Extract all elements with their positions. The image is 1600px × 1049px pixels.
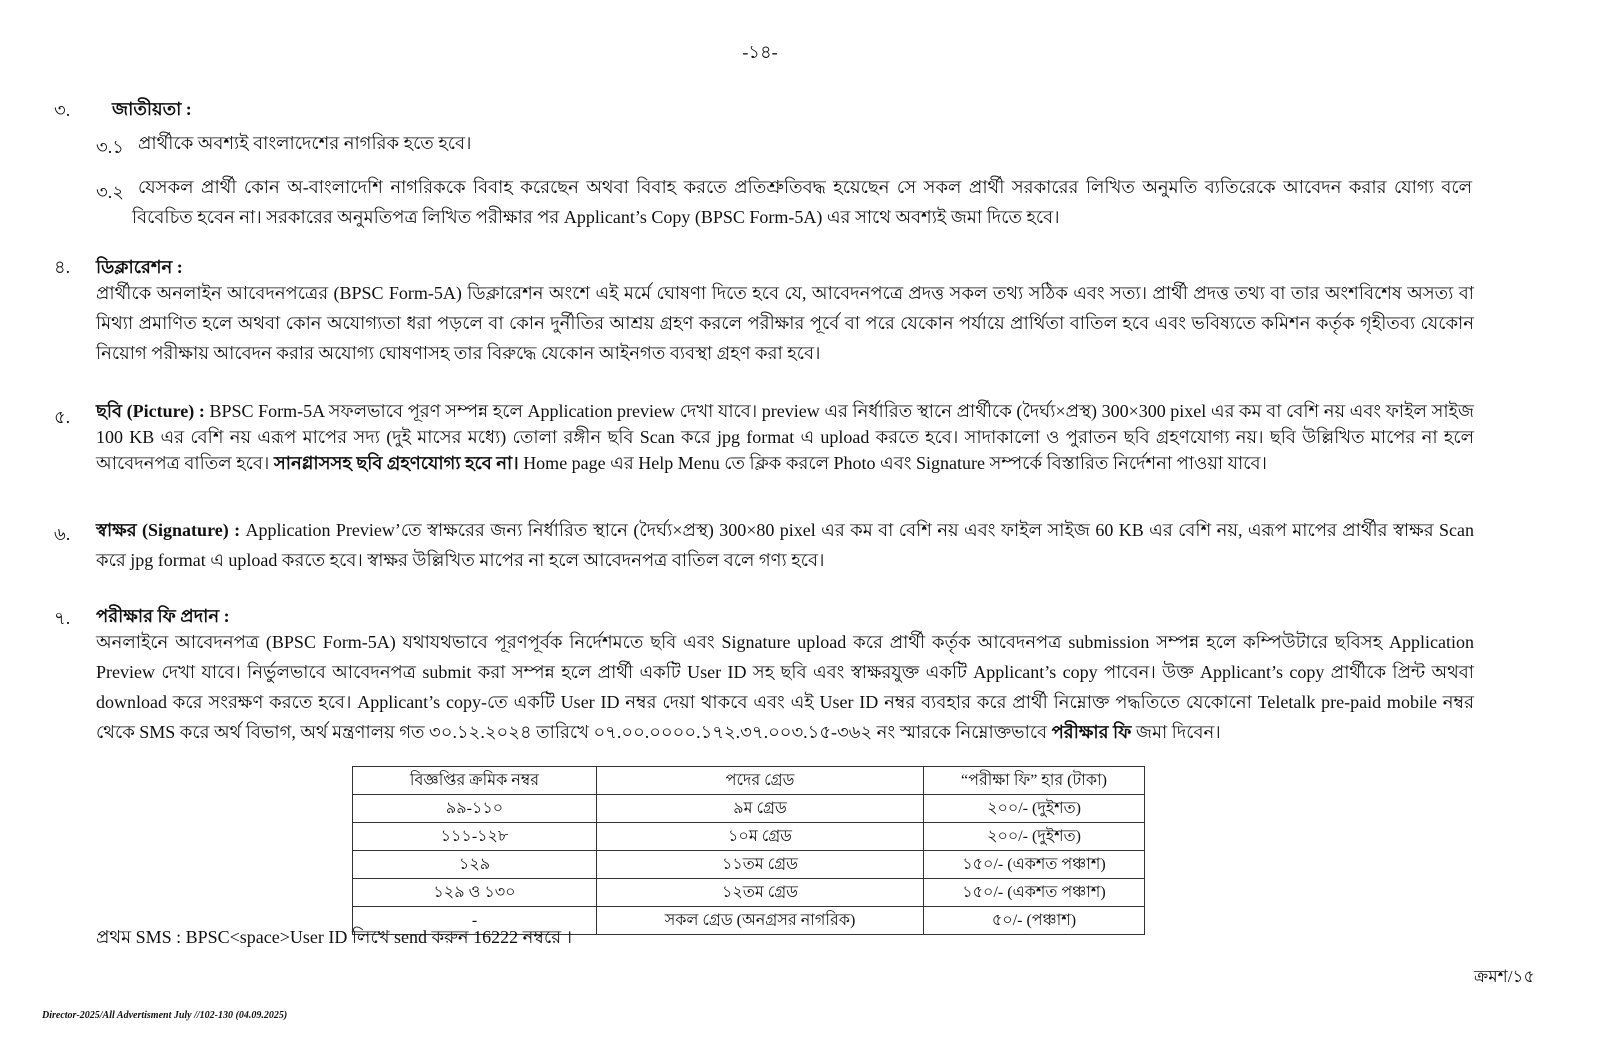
header-grade: পদের গ্রেড <box>597 767 924 795</box>
cell-grade: ১২তম গ্রেড <box>597 879 924 907</box>
section-7-number: ৭. <box>54 608 71 628</box>
section-5-body: BPSC Form-5A সফলভাবে পূরণ সম্পন্ন হলে Application preview দেখা যাবে। preview এর নির্ধারিত স্থানে প্রার্থীকে (দৈর্ঘ্য×প্রস্থ) 300×300 pixel এর কম বা বেশি নয় এবং ফাইল সাইজ 100 KB এর বেশি নয় এরূপ মাপের সদ্য (দুই মাসের মধ্যে) তোলা রঙ্গীন ছবি Scan করে jpg format এ upload করতে হবে। সাদাকালো ও পুরাতন ছবি গ্রহণযোগ্য নয়। ছবি উল্লিখিত মাপের না হলে আবেদনপত্র বাতিল হবে। <box>96 401 1475 473</box>
cell-fee: ১৫০/- (একশত পঞ্চাশ) <box>924 851 1145 879</box>
section-5-number: ৫. <box>54 407 71 427</box>
header-serial: বিজ্ঞপ্তির ক্রমিক নম্বর <box>353 767 597 795</box>
section-6-title: স্বাক্ষর (Signature) : <box>96 520 241 540</box>
cell-serial: ৯৯-১১০ <box>353 795 597 823</box>
table-row <box>353 879 1145 907</box>
sms-note: প্রথম SMS : BPSC<space>User ID লিখে send করুন 16222 নম্বরে । <box>96 927 573 947</box>
fee-table-header <box>353 767 1145 795</box>
section-3-number: ৩. <box>54 100 71 120</box>
fee-table <box>352 766 1145 935</box>
cell-fee: ৫০/- (পঞ্চাশ) <box>924 907 1145 935</box>
table-row <box>353 795 1145 823</box>
section-4-title: ডিক্লারেশন : <box>96 257 183 277</box>
cell-serial: ১২৯ <box>353 851 597 879</box>
continued-marker: ক্রমশ/১৫ <box>1474 967 1535 986</box>
cell-fee: ১৫০/- (একশত পঞ্চাশ) <box>924 879 1145 907</box>
cell-fee: ২০০/- (দুইশত) <box>924 823 1145 851</box>
cell-serial: ১২৯ ও ১৩০ <box>353 879 597 907</box>
section-5-help: Home page এর Help Menu তে ক্লিক করলে Photo এবং Signature সম্পর্কে বিস্তারিত নির্দেশনা পাওয়া যাবে। <box>523 453 1267 473</box>
cell-serial: - <box>353 907 597 935</box>
cell-fee: ২০০/- (দুইশত) <box>924 795 1145 823</box>
page-number: -১৪- <box>742 42 778 62</box>
section-5-bold-note: সানগ্লাসসহ ছবি গ্রহণযোগ্য হবে না। <box>273 453 519 473</box>
section-5-text <box>96 398 1474 476</box>
section-7-body: অনলাইনে আবেদনপত্র (BPSC Form-5A) যথাযথভাবে পূরণপূর্বক নির্দেশমতে ছবি এবং Signature upload করে প্রার্থী কর্তৃক আবেদনপত্র submission সম্পন্ন হলে কম্পিউটারে ছবিসহ Application Preview দেখা যাবে। নির্ভুলভাবে আবেদনপত্র submit করা সম্পন্ন হলে প্রার্থী একটি User ID সহ ছবি এবং স্বাক্ষরযুক্ত একটি Applicant’s copy পাবেন। উক্ত Applicant’s copy প্রার্থীকে প্রিন্ট অথবা download করে সংরক্ষণ করতে হবে। Applicant’s copy-তে একটি User ID নম্বর দেয়া থাকবে এবং এই User ID নম্বর ব্যবহার করে প্রার্থী নিম্নোক্ত পদ্ধতিতে যেকোনো Teletalk pre-paid mobile নম্বর থেকে SMS করে অর্থ বিভাগ, অর্থ মন্ত্রণালয় গত ৩০.১২.২০২৪ তারিখে ০৭.০০.০০০০.১৭২.৩৭.০০৩.১৫-৩৬২ নং স্মারকে নিম্নোক্তভাবে <box>96 632 1475 742</box>
cell-grade: ১০ম গ্রেড <box>597 823 924 851</box>
section-4-text: প্রার্থীকে অনলাইন আবেদনপত্রের (BPSC Form-5A) ডিক্লারেশন অংশে এই মর্মে ঘোষণা দিতে হবে যে, আবেদনপত্রে প্রদত্ত সকল তথ্য সঠিক এবং সত্য। প্রার্থী প্রদত্ত তথ্য বা তার অংশবিশেষ অসত্য বা মিথ্যা প্রমাণিত হলে অথবা কোন অযোগ্যতা ধরা পড়লে বা কোন দুর্নীতির আশ্রয় গ্রহণ করলে পরীক্ষার পূর্বে বা পরে যেকোন পর্যায়ে প্রার্থিতা বাতিল হবে এবং ভবিষ্যতে কমিশন কর্তৃক গৃহীতব্য যেকোন নিয়োগ পরীক্ষায় আবেদন করার অযোগ্য ঘোষণাসহ তার বিরুদ্ধে যেকোন আইনগত ব্যবস্থা গ্রহণ করা হবে। <box>96 283 1474 363</box>
section-3-2-text <box>132 172 1472 232</box>
section-3-2-number: ৩.২ <box>96 182 124 202</box>
table-row <box>353 851 1145 879</box>
section-7-bold: পরীক্ষার ফি <box>1051 722 1132 742</box>
cell-grade: ৯ম গ্রেড <box>597 795 924 823</box>
section-6-text <box>96 515 1474 575</box>
section-7-title: পরীক্ষার ফি প্রদান : <box>96 606 230 626</box>
section-6-number: ৬. <box>54 524 71 544</box>
section-7-tail: জমা দিবেন। <box>1135 722 1221 742</box>
cell-grade: সকল গ্রেড (অনগ্রসর নাগরিক) <box>597 907 924 935</box>
header-fee: “পরীক্ষা ফি” হার (টাকা) <box>924 767 1145 795</box>
section-6-body: Application Preview’তে স্বাক্ষরের জন্য নির্ধারিত স্থানে (দৈর্ঘ্য×প্রস্থ) 300×80 pixel এর কম বা বেশি নয় এবং ফাইল সাইজ 60 KB এর বেশি নয়, এরূপ মাপের প্রার্থীর স্বাক্ষর Scan করে jpg format এ upload করতে হবে। স্বাক্ষর উল্লিখিত মাপের না হলে আবেদনপত্র বাতিল বলে গণ্য হবে। <box>96 520 1474 570</box>
section-5-title: ছবি (Picture) : <box>96 401 205 421</box>
cell-serial: ১১১-১২৮ <box>353 823 597 851</box>
section-3-1-number: ৩.১ <box>96 137 124 157</box>
section-3-2-body: যেসকল প্রার্থী কোন অ-বাংলাদেশি নাগরিককে বিবাহ করেছেন অথবা বিবাহ করতে প্রতিশ্রুতিবদ্ধ হয়েছেন সে সকল প্রার্থী সরকারের লিখিত অনুমতি ব্যতিরেকে আবেদন করার যোগ্য বলে বিবেচিত হবেন না। সরকারের অনুমতিপত্র লিখিত পরীক্ষার পর Applicant’s Copy (BPSC Form-5A) এর সাথে অবশ্যই জমা দিতে হবে। <box>132 177 1472 227</box>
section-4-number: ৪. <box>54 257 71 277</box>
section-7-text <box>96 627 1474 747</box>
table-row <box>353 823 1145 851</box>
footer-reference: Director-2025/All Advertisment July //102-130 (04.09.2025) <box>42 1010 288 1021</box>
section-3-title: জাতীয়তা : <box>112 99 192 119</box>
cell-grade: ১১তম গ্রেড <box>597 851 924 879</box>
section-3-1-text: প্রার্থীকে অবশ্যই বাংলাদেশের নাগরিক হতে হবে। <box>138 133 472 153</box>
